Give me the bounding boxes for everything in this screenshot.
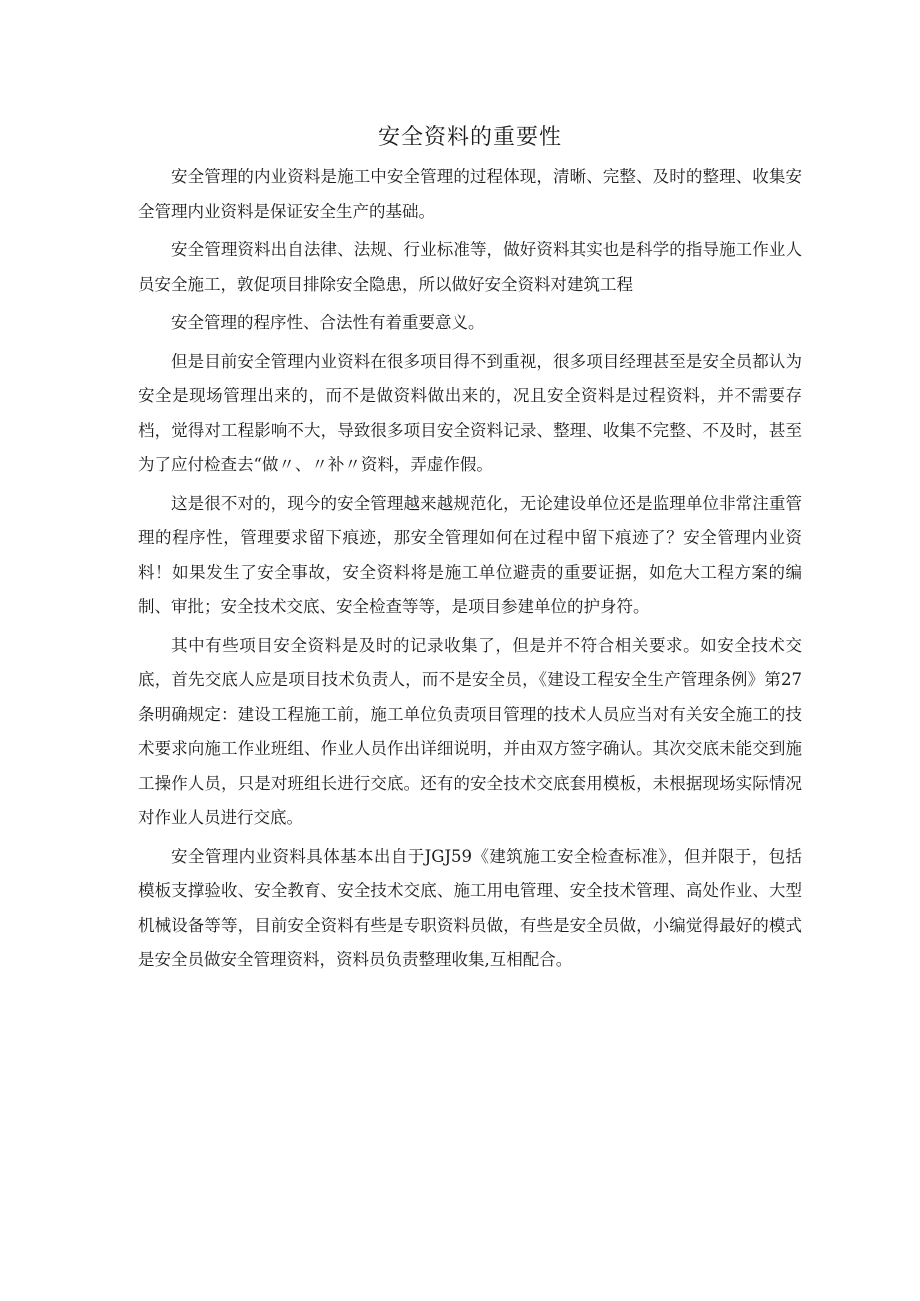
paragraph-7: 安全管理内业资料具体基本出自于JGJ59《建筑施工安全检查标准》，但并限于，包括模板支撑验收、安全教育、安全技术交底、施工用电管理、安全技术管理、高处作业、大型机械设备等等，目前安全资料有些是专职资料员做，有些是安全员做，小编觉得最好的模式是安全员做安全管理资料，资料员负责整理收集,互相配合。 xyxy=(138,846,802,969)
paragraph-1: 安全管理的内业资料是施工中安全管理的过程体现，清晰、完整、及时的整理、收集安全管理内业资料是保证安全生产的基础。 xyxy=(138,167,802,221)
paragraph-3: 安全管理的程序性、合法性有着重要意义。 xyxy=(171,313,485,332)
paragraph-6: 其中有些项目安全资料是及时的记录收集了，但是并不符合相关要求。如安全技术交底，首先交底人应是项目技术负责人，而不是安全员，《建设工程安全生产管理条例》第27条明确规定：建设工程施工前，施工单位负责项目管理的技术人员应当对有关安全施工的技术要求向施工作业班组、作业人员作出详细说明，并由双方签字确认。其次交底未能交到施工操作人员，只是对班组长进行交底。还有的安全技术交底套用模板，未根据现场实际情况对作业人员进行交底。 xyxy=(138,635,802,827)
document-page xyxy=(138,118,802,982)
document-title: 安全资料的重要性 xyxy=(377,125,562,150)
paragraph-4: 但是目前安全管理内业资料在很多项目得不到重视，很多项目经理甚至是安全员都认为安全是现场管理出来的，而不是做资料做出来的，况且安全资料是过程资料，并不需要存档，觉得对工程影响不大，导致很多项目安全资料记录、整理、收集不完整、不及时，甚至为了应付检查去“做〃、〃补〃资料，弄虚作假。 xyxy=(138,351,802,474)
paragraph-5: 这是很不对的，现今的安全管理越来越规范化，无论建设单位还是监理单位非常注重管理的程序性，管理要求留下痕迹，那安全管理如何在过程中留下痕迹了？安全管理内业资料！如果发生了安全事故，安全资料将是施工单位避责的重要证据，如危大工程方案的编制、审批；安全技术交底、安全检查等等，是项目参建单位的护身符。 xyxy=(138,493,802,616)
paragraph-2: 安全管理资料出自法律、法规、行业标准等，做好资料其实也是科学的指导施工作业人员安全施工，敦促项目排除安全隐患，所以做好安全资料对建筑工程 xyxy=(138,240,802,294)
